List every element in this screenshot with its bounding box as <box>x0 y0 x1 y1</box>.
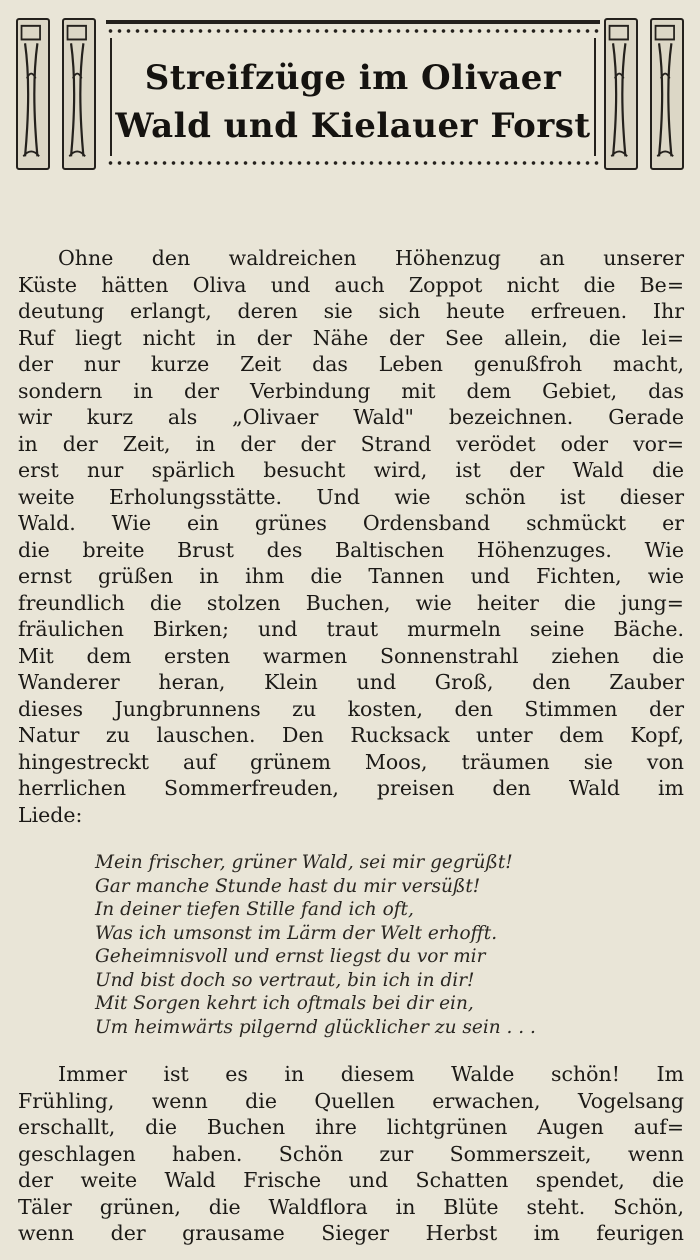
poem <box>95 851 684 1039</box>
text-line: Wanderer heran, Klein und Groß, den Zauber <box>18 670 684 694</box>
text-line: Wald. Wie ein grünes Ordensband schmückt er <box>18 511 684 535</box>
text-line: herrlichen Sommerfreuden, preisen den Wald im <box>18 776 684 800</box>
paragraph-1 <box>18 245 684 828</box>
title-line: Streifzüge im Olivaer <box>144 58 562 98</box>
text-line: Ohne den waldreichen Höhenzug an unserer <box>58 246 684 270</box>
text-line: wir kurz als „Olivaer Wald" bezeichnen. Gerade <box>18 405 684 429</box>
text-line: der weite Wald Frische und Schatten spendet, die <box>18 1168 684 1192</box>
text-line: dieses Jungbrunnens zu kosten, den Stimmen der <box>18 696 684 721</box>
frame-dots <box>106 28 600 34</box>
text-line: Mit dem ersten warmen Sonnenstrahl ziehen die <box>18 643 684 668</box>
article-header <box>14 14 686 174</box>
ornament-pillar-icon <box>16 18 50 170</box>
text-line: weite Erholungsstätte. Und wie schön ist dieser <box>18 484 684 509</box>
text-line: hingestreckt auf grünem Moos, träumen sie von <box>18 749 684 774</box>
ornament-pillar-icon <box>604 18 638 170</box>
text-line: geschlagen haben. Schön zur Sommerszeit, wenn <box>18 1141 684 1166</box>
text-line: Frühling, wenn die Quellen erwachen, Vogelsang <box>18 1088 684 1113</box>
poem-line: Geheimnisvoll und ernst liegst du vor mir <box>95 946 486 967</box>
text-line: Immer ist es in diesem Walde schön! Im <box>58 1062 684 1086</box>
text-line: Natur zu lauschen. Den Rucksack unter dem Kopf, <box>18 723 684 747</box>
title-frame <box>106 18 600 170</box>
text-line: Täler grünen, die Waldflora in Blüte steht. Schön, <box>18 1194 684 1219</box>
text-line: sondern in der Verbindung mit dem Gebiet, das <box>18 378 684 403</box>
ornament-pillar-icon <box>650 18 684 170</box>
article-title <box>106 54 600 150</box>
text-line: Küste hätten Oliva und auch Zoppot nicht die Be= <box>18 272 684 297</box>
text-line: in der Zeit, in der der Strand verödet oder vor= <box>18 431 684 456</box>
poem-line: Mit Sorgen kehrt ich oftmals bei dir ein, <box>95 993 474 1014</box>
frame-rule <box>106 20 600 24</box>
poem-line: Und bist doch so vertraut, bin ich in dir! <box>95 969 475 991</box>
text-line: erst nur spärlich besucht wird, ist der Wald die <box>18 458 684 482</box>
poem-line: Mein frischer, grüner Wald, sei mir gegrüßt! <box>95 852 513 873</box>
article-body <box>18 245 684 1247</box>
text-line: Liede: <box>18 802 83 827</box>
text-line: fräulichen Birken; und traut murmeln seine Bäche. <box>18 617 684 641</box>
title-line: Wald und Kielauer Forst <box>115 106 591 146</box>
text-line: wenn der grausame Sieger Herbst im feurigen <box>18 1221 684 1245</box>
poem-line: Um heimwärts pilgernd glücklicher zu sein . . . <box>95 1016 536 1038</box>
poem-line: In deiner tiefen Stille fand ich oft, <box>95 899 414 920</box>
frame-dots <box>106 160 600 166</box>
text-line: deutung erlangt, deren sie sich heute erfreuen. Ihr <box>18 299 684 323</box>
ornament-pillar-icon <box>62 18 96 170</box>
text-line: ernst grüßen in ihm die Tannen und Fichten, wie <box>18 564 684 588</box>
text-line: der nur kurze Zeit das Leben genußfroh macht, <box>18 352 684 376</box>
text-line: die breite Brust des Baltischen Höhenzuges. Wie <box>18 537 684 562</box>
poem-line: Gar manche Stunde hast du mir versüßt! <box>95 875 481 897</box>
text-line: Ruf liegt nicht in der Nähe der See allein, die lei= <box>18 325 684 350</box>
text-line: erschallt, die Buchen ihre lichtgrünen Augen auf= <box>18 1115 684 1139</box>
paragraph-2 <box>18 1061 684 1247</box>
poem-line: Was ich umsonst im Lärm der Welt erhofft. <box>95 922 498 944</box>
text-line: freundlich die stolzen Buchen, wie heiter die jung= <box>18 590 684 615</box>
